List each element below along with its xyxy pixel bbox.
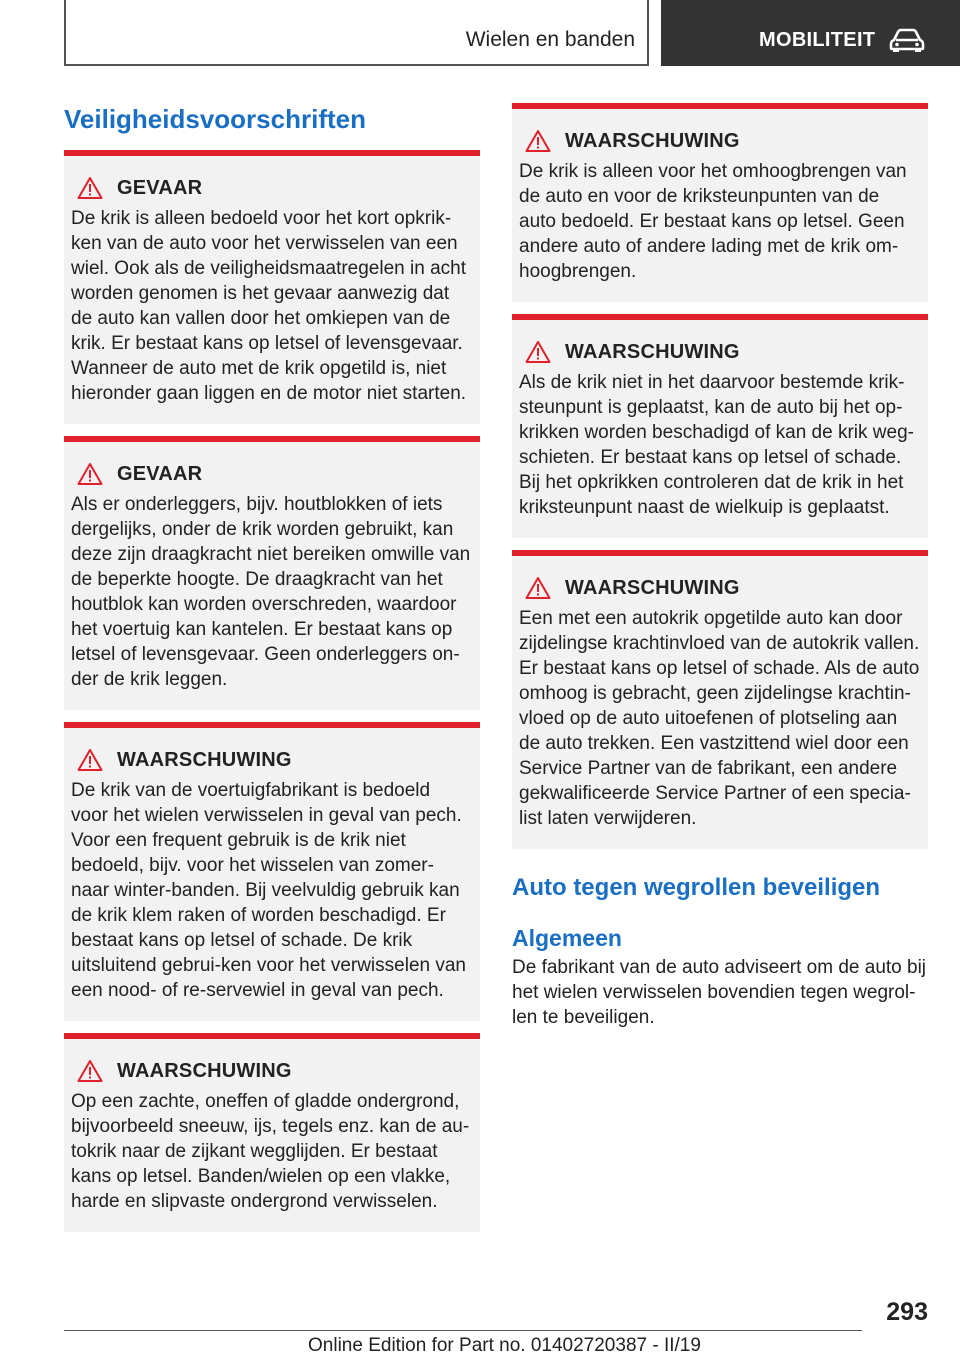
car-icon bbox=[888, 27, 926, 53]
section-heading-safety: Veiligheidsvoorschriften bbox=[64, 104, 366, 134]
page-header bbox=[0, 0, 960, 66]
left-column bbox=[64, 100, 480, 1232]
box-text: Op een zachte, oneffen of gladde ondergrond, bijvoorbeeld sneeuw, ijs, tegels enz. kan de au-tokrik naar de zijkant wegglijden. Er bestaat kans op letsel. Banden/wielen op een vlakke, harde en slipvaste ondergrond verwisselen. bbox=[71, 1091, 470, 1212]
warning-box bbox=[512, 314, 928, 538]
right-column bbox=[512, 103, 928, 1030]
box-title: WAARSCHUWING bbox=[117, 748, 292, 771]
box-title: WAARSCHUWING bbox=[565, 340, 740, 363]
box-title: GEVAAR bbox=[117, 462, 203, 485]
box-header bbox=[71, 1057, 472, 1085]
chapter-title: Wielen en banden bbox=[465, 28, 635, 51]
section-heading-rolling: Auto tegen wegrollen beveiligen bbox=[512, 874, 881, 901]
box-text: De krik van de voertuigfabrikant is bedoeld voor het wielen verwisselen in geval van pech. Voor een frequent gebruik is de krik niet bedoeld, bijv. voor het wisselen van zomer- naar winter-banden. Bij veelvuldig gebruik kan de krik klem raken of worden beschadigd. Er bestaat kans op letsel of schade. De krik uitsluitend gebrui-ken voor het verwisselen van een nood- of re-servewiel in geval van pech. bbox=[71, 780, 466, 1001]
box-title: WAARSCHUWING bbox=[565, 576, 740, 599]
section-label: MOBILITEIT bbox=[759, 29, 876, 51]
page-number: 293 bbox=[886, 1298, 928, 1326]
box-header bbox=[519, 338, 920, 366]
footer-edition: Online Edition for Part no. 01402720387 - II/19 bbox=[308, 1335, 701, 1356]
warning-triangle-icon bbox=[77, 1059, 103, 1083]
box-header bbox=[71, 460, 472, 488]
box-header bbox=[71, 746, 472, 774]
box-header bbox=[71, 174, 472, 202]
box-text: De krik is alleen voor het omhoogbrengen van de auto en voor de kriksteunpunten van de auto bedoeld. Er bestaat kans op letsel. Geen andere auto of andere lading met de krik om-hoogbrengen. bbox=[519, 161, 907, 282]
box-title: GEVAAR bbox=[117, 176, 203, 199]
warning-box bbox=[512, 550, 928, 849]
warning-box bbox=[64, 1033, 480, 1232]
box-header bbox=[519, 127, 920, 155]
box-text: De krik is alleen bedoeld voor het kort opkrik-ken van de auto voor het verwisselen van een wiel. Ook als de veiligheidsmaatregelen in acht worden genomen is het gevaar aanwezig dat de auto kan vallen door het omkiepen van de krik. Er bestaat kans op letsel of levensgevaar. Wanneer de auto met de krik opgetild is, niet hieronder gaan liggen en de motor niet starten. bbox=[71, 208, 467, 404]
box-text: Een met een autokrik opgetilde auto kan door zijdelingse krachtinvloed van de autokrik vallen. Er bestaat kans op letsel of schade. Als de auto omhoog is gebracht, geen zijdelingse krachtin-vloed op de auto uitoefenen of plotseling aan de auto trekken. Een vastzittend wiel door een Service Partner van de fabrikant, een andere gekwalificeerde Service Partner of een specia-list laten verwijderen. bbox=[519, 608, 920, 829]
warning-triangle-icon bbox=[77, 748, 103, 772]
danger-box bbox=[64, 150, 480, 424]
warning-box bbox=[64, 722, 480, 1021]
warning-triangle-icon bbox=[525, 576, 551, 600]
box-text: Als de krik niet in het daarvoor bestemde krik-steunpunt is geplaatst, kan de auto bij het op-krikken worden beschadigd of kan de krik weg-schieten. Er bestaat kans op letsel of schade. Bij het opkrikken controleren dat de krik in het kriksteunpunt naast de wielkuip is geplaatst. bbox=[519, 372, 914, 518]
warning-triangle-icon bbox=[77, 462, 103, 486]
body-paragraph: De fabrikant van de auto adviseert om de auto bij het wielen verwisselen bovendien tegen wegrol-len te beveiligen. bbox=[512, 957, 927, 1028]
chapter-header-frame bbox=[64, 0, 649, 66]
box-text: Als er onderleggers, bijv. houtblokken of iets dergelijks, onder de krik worden gebruikt, kan deze zijn draagkracht niet bereiken omwille van de beperkte hoogte. De draagkracht van het houtblok kan worden overschreden, waardoor het voertuig kan kantelen. Er bestaat kans op letsel of levensgevaar. Geen onderleggers on-der de krik leggen. bbox=[71, 494, 471, 690]
box-title: WAARSCHUWING bbox=[117, 1059, 292, 1082]
warning-triangle-icon bbox=[525, 340, 551, 364]
danger-box bbox=[64, 436, 480, 710]
section-tab bbox=[661, 0, 960, 66]
subsection-heading-general: Algemeen bbox=[512, 925, 622, 951]
box-title: WAARSCHUWING bbox=[565, 129, 740, 152]
warning-box bbox=[512, 103, 928, 302]
box-header bbox=[519, 574, 920, 602]
warning-triangle-icon bbox=[77, 176, 103, 200]
warning-triangle-icon bbox=[525, 129, 551, 153]
footer-divider bbox=[64, 1330, 862, 1331]
